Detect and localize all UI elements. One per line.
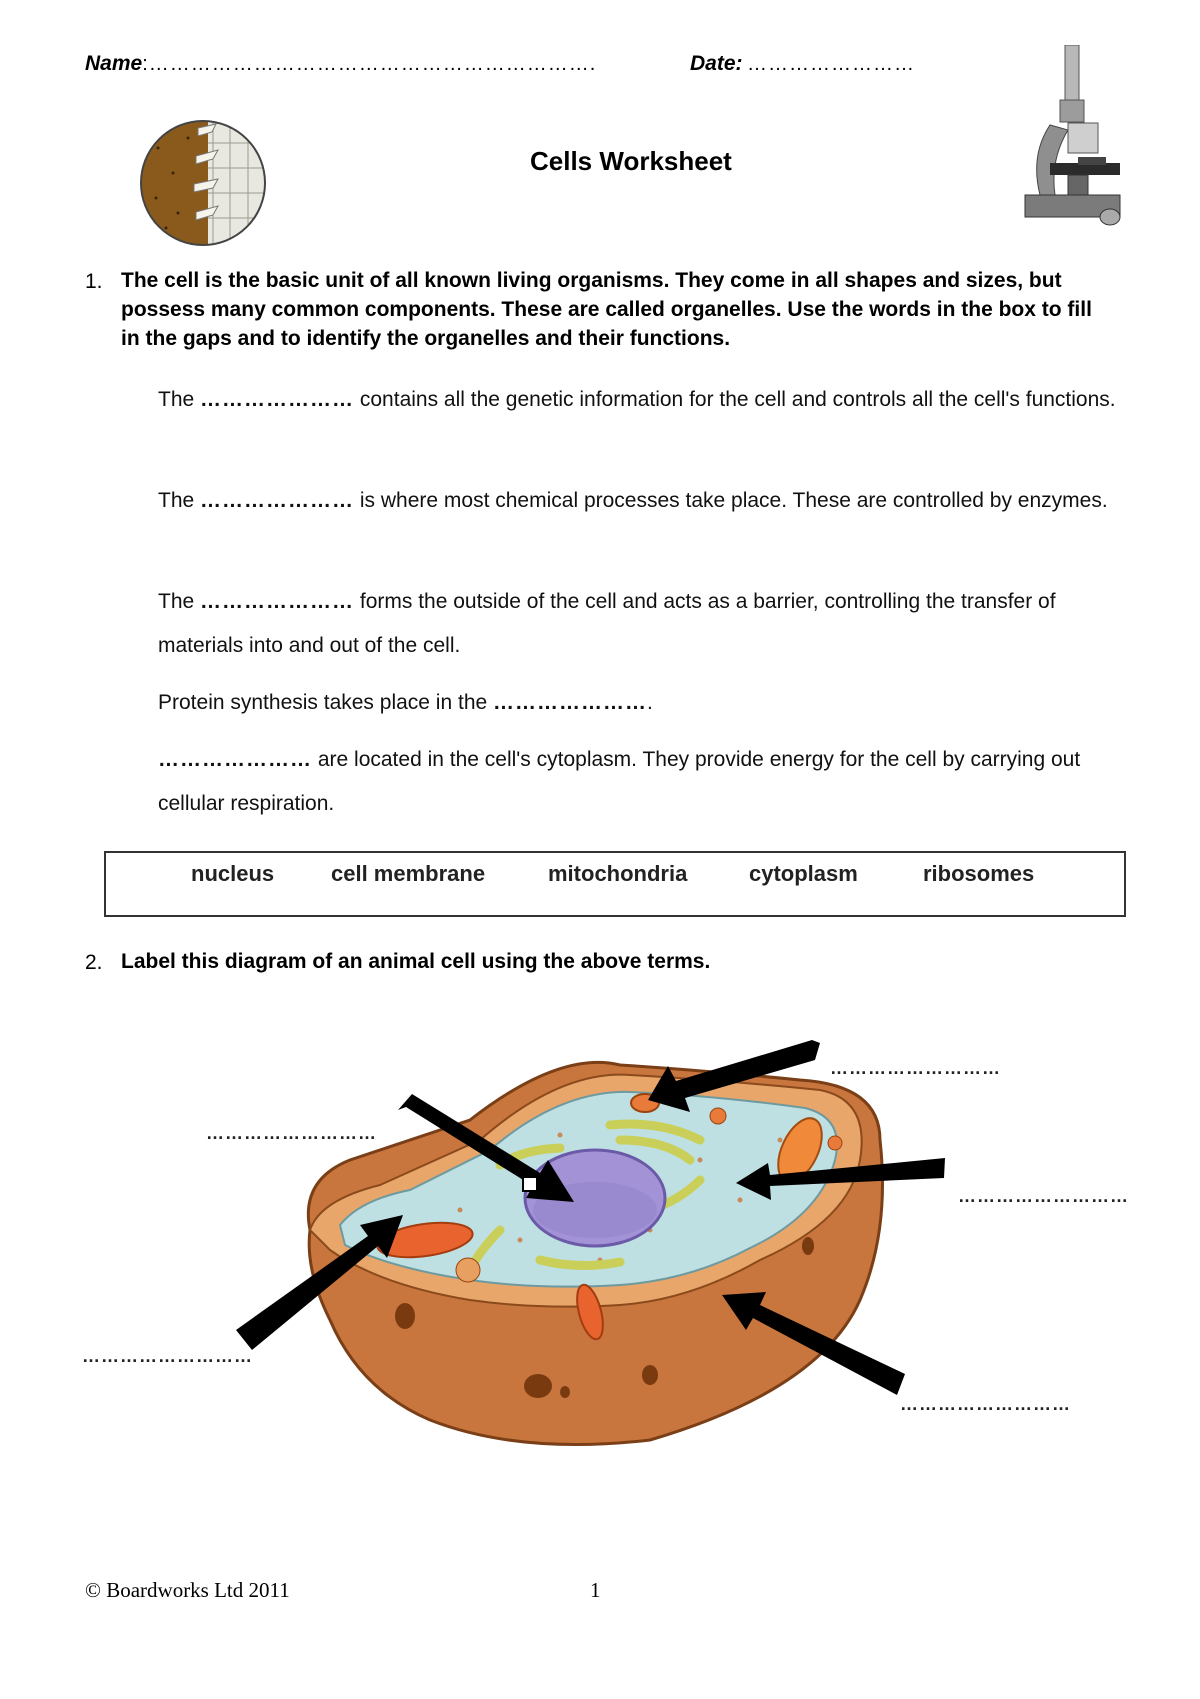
question-2-text: Label this diagram of an animal cell using the above terms.	[121, 950, 711, 973]
question-1-number: 1.	[85, 270, 103, 293]
word-cytoplasm: cytoplasm	[749, 861, 858, 886]
date-dots: ……………………	[746, 53, 915, 75]
label-lower-left[interactable]: ………………………	[82, 1346, 253, 1366]
blank-4[interactable]: …………………	[493, 691, 648, 714]
sentence-4: Protein synthesis takes place in the ………………….	[158, 691, 653, 714]
name-label: Name	[85, 52, 143, 75]
date-label: Date:	[690, 52, 743, 75]
label-bottom-right[interactable]: ………………………	[900, 1394, 1071, 1414]
cell-tissue-image	[138, 118, 268, 248]
blank-2[interactable]: …………………	[200, 489, 355, 512]
label-top-right[interactable]: ………………………	[830, 1058, 1001, 1078]
blank-3[interactable]: …………………	[200, 590, 355, 613]
date-field[interactable]	[690, 52, 915, 76]
sentence-3: The ………………… forms the outside of the cell and acts as a barrier, controlling the transfer of materials into and out of the cell.	[158, 590, 1056, 657]
microscope-image	[1010, 45, 1125, 245]
label-upper-left[interactable]: ………………………	[206, 1123, 377, 1143]
blank-1[interactable]: …………………	[200, 388, 355, 411]
page-title: Cells Worksheet	[530, 146, 732, 176]
question-1-text: The cell is the basic unit of all known living organisms. They come in all shapes and sizes, but possess many common components. These are called organelles. Use the words in the box to fill in the gaps and to identify the organelles and their functions.	[121, 269, 1092, 350]
blank-5[interactable]: …………………	[158, 748, 312, 771]
word-mitochondria: mitochondria	[548, 861, 688, 886]
word-ribosomes: ribosomes	[923, 861, 1035, 886]
word-box	[104, 851, 1126, 917]
question-2-number: 2.	[85, 951, 103, 974]
page-number: 1	[590, 1578, 601, 1602]
name-dots: :……………………………………………………….	[142, 53, 597, 75]
nucleus-marker	[523, 1177, 537, 1191]
label-mid-right[interactable]: ………………………	[958, 1186, 1129, 1206]
sentence-2: The ………………… is where most chemical processes take place. These are controlled by enzymes.	[158, 489, 1108, 512]
word-nucleus: nucleus	[191, 861, 275, 886]
name-field[interactable]	[85, 52, 596, 76]
word-cell-membrane: cell membrane	[331, 861, 486, 886]
sentence-1: The ………………… contains all the genetic information for the cell and controls all the cell's functions.	[158, 388, 1116, 411]
sentence-5: ………………… are located in the cell's cytoplasm. They provide energy for the cell by carrying out cellular respiration.	[158, 748, 1081, 815]
copyright: © Boardworks Ltd 2011	[85, 1578, 290, 1602]
